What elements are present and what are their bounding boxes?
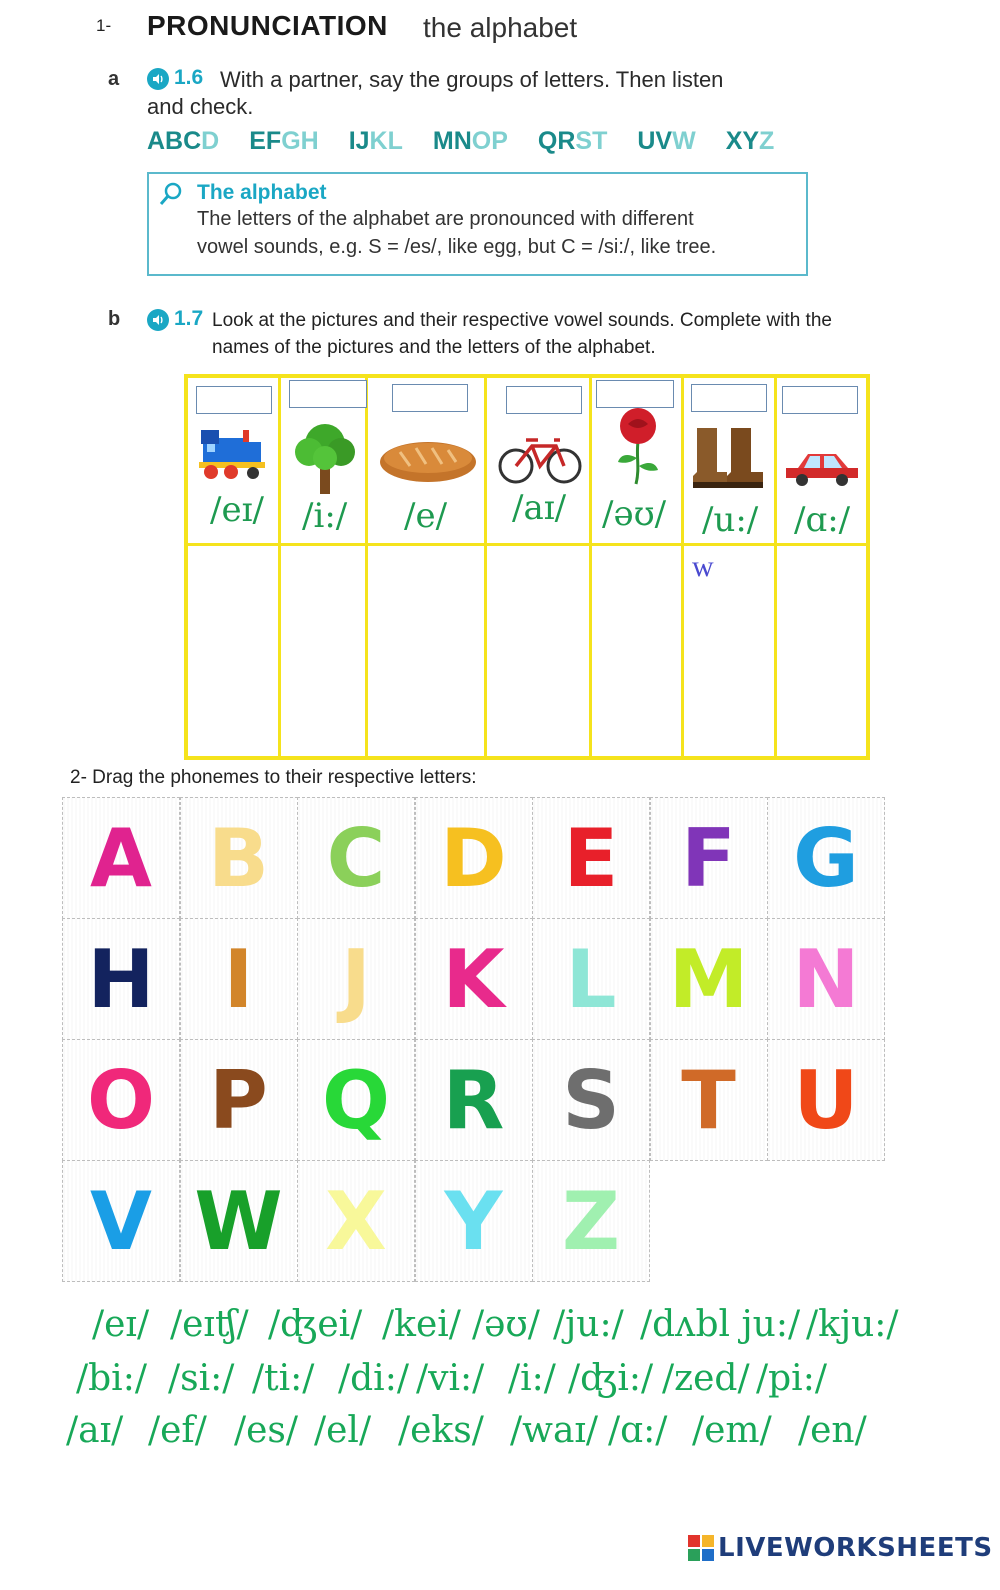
letter-group: QRST <box>537 127 608 155</box>
letter-tile-l[interactable] <box>532 918 650 1040</box>
letters-answer-cell[interactable] <box>289 550 360 750</box>
logo-mark-icon <box>688 1535 714 1561</box>
phoneme-bank <box>0 1300 1000 1460</box>
letter-glyph: T <box>681 1053 736 1147</box>
vowel-phoneme: /ɑ:/ <box>794 500 851 540</box>
letter-glyph: F <box>681 811 736 905</box>
draggable-phoneme[interactable]: /eɪʧ/ <box>170 1304 249 1345</box>
letter-tile-e[interactable] <box>532 797 650 919</box>
draggable-phoneme[interactable]: /dʌbl ju:/ <box>640 1304 801 1345</box>
draggable-phoneme[interactable]: /si:/ <box>168 1358 235 1399</box>
vowel-phoneme: /əʊ/ <box>602 494 667 534</box>
letter-glyph: A <box>90 811 152 905</box>
letter-glyph: B <box>208 811 269 905</box>
letter-tile-h[interactable] <box>62 918 180 1040</box>
letter-tile-c[interactable] <box>297 797 415 919</box>
letters-answer-cell[interactable] <box>495 550 584 750</box>
draggable-phoneme[interactable]: /ef/ <box>148 1410 207 1451</box>
draggable-phoneme[interactable]: /vi:/ <box>416 1358 485 1399</box>
letter-glyph: H <box>87 932 155 1026</box>
picture-name-input[interactable] <box>506 386 582 414</box>
draggable-phoneme[interactable]: /en/ <box>798 1410 867 1451</box>
letter-tile-f[interactable] <box>650 797 768 919</box>
vowel-phoneme: /eɪ/ <box>210 490 264 530</box>
vowel-phoneme: /u:/ <box>702 500 759 540</box>
picture-name-input[interactable] <box>196 386 272 414</box>
car-icon <box>777 442 866 486</box>
letter-glyph: S <box>562 1053 620 1147</box>
draggable-phoneme[interactable]: /i:/ <box>508 1358 556 1399</box>
letter-glyph: Y <box>444 1174 503 1268</box>
info-box-line1: The letters of the alphabet are pronounced with different <box>197 208 694 230</box>
letter-glyph: L <box>565 932 617 1026</box>
vowel-sound-table <box>184 374 870 760</box>
draggable-phoneme[interactable]: /ʤi:/ <box>568 1358 654 1399</box>
draggable-phoneme[interactable]: /ti:/ <box>252 1358 315 1399</box>
train-icon <box>188 420 281 484</box>
part-b-instruction-cont: names of the pictures and the letters of the alphabet. <box>212 337 656 358</box>
letter-glyph: Q <box>321 1053 390 1147</box>
letter-glyph: I <box>223 932 254 1026</box>
draggable-phoneme[interactable]: /es/ <box>234 1410 299 1451</box>
letter-glyph: W <box>194 1174 283 1268</box>
vowel-phoneme: /i:/ <box>302 496 348 536</box>
tree-icon <box>281 418 368 498</box>
letters-answer-cell[interactable] <box>376 550 479 750</box>
letter-tile-b[interactable] <box>180 797 298 919</box>
letter-group: ABCD <box>147 127 220 155</box>
draggable-phoneme[interactable]: /waɪ/ <box>510 1410 599 1451</box>
letter-glyph: U <box>793 1053 859 1147</box>
exercise2-instruction: 2- Drag the phonemes to their respective letters: <box>70 767 477 788</box>
letter-group: IJKL <box>348 127 403 155</box>
draggable-phoneme[interactable]: /em/ <box>692 1410 772 1451</box>
vowel-phoneme: /e/ <box>404 496 448 536</box>
letter-tile-q[interactable] <box>297 1039 415 1161</box>
letter-group: MNOP <box>432 127 508 155</box>
letter-glyph: R <box>442 1053 505 1147</box>
letters-answer-cell[interactable] <box>196 550 273 750</box>
letter-glyph: K <box>442 932 505 1026</box>
picture-name-input[interactable] <box>596 380 674 408</box>
draggable-phoneme[interactable]: /ju:/ <box>553 1304 624 1345</box>
logo-text: LIVEWORKSHEETS <box>718 1533 993 1563</box>
letter-group: UVW <box>637 127 696 155</box>
part-a-instruction-cont: and check. <box>147 94 254 119</box>
letter-glyph: G <box>793 811 859 905</box>
part-a-instruction: With a partner, say the groups of letters. Then listen <box>220 67 724 92</box>
audio-icon[interactable] <box>147 68 169 90</box>
draggable-phoneme[interactable]: /bi:/ <box>76 1358 147 1399</box>
table-row-divider <box>188 543 866 546</box>
letter-glyph: X <box>325 1174 387 1268</box>
letter-tile-v[interactable] <box>62 1160 180 1282</box>
letter-tile-m[interactable] <box>650 918 768 1040</box>
letter-glyph: D <box>440 811 507 905</box>
letter-tile-z[interactable] <box>532 1160 650 1282</box>
letter-tile-j[interactable] <box>297 918 415 1040</box>
draggable-phoneme[interactable]: /el/ <box>314 1410 372 1451</box>
letter-glyph: E <box>563 811 619 905</box>
draggable-phoneme[interactable]: /eɪ/ <box>92 1304 150 1345</box>
letters-answer-cell[interactable]: w <box>692 550 714 583</box>
draggable-phoneme[interactable]: /aɪ/ <box>66 1410 124 1451</box>
letter-tile-r[interactable] <box>415 1039 533 1161</box>
audio-icon[interactable] <box>147 309 169 331</box>
letter-tile-d[interactable] <box>415 797 533 919</box>
letter-tile-grid <box>62 797 888 1287</box>
part-a-letter: a <box>108 68 120 90</box>
draggable-phoneme[interactable]: /kju:/ <box>806 1304 899 1345</box>
draggable-phoneme[interactable]: /ʤei/ <box>268 1304 363 1345</box>
letter-groups <box>147 127 774 157</box>
picture-name-input[interactable] <box>691 384 767 412</box>
vowel-phoneme: /aɪ/ <box>512 488 567 528</box>
letter-tile-u[interactable] <box>767 1039 885 1161</box>
letter-tile-p[interactable] <box>180 1039 298 1161</box>
liveworksheets-logo <box>688 1530 993 1566</box>
letter-tile-w[interactable] <box>180 1160 298 1282</box>
letters-answer-cell[interactable] <box>600 550 676 750</box>
part-b-letter: b <box>108 308 121 330</box>
letters-answer-cell[interactable] <box>785 550 858 750</box>
boots-icon <box>684 424 777 492</box>
letter-tile-x[interactable] <box>297 1160 415 1282</box>
draggable-phoneme[interactable]: /əʊ/ <box>472 1304 540 1345</box>
letter-glyph: J <box>341 932 371 1026</box>
draggable-phoneme[interactable]: /di:/ <box>338 1358 409 1399</box>
letter-tile-s[interactable] <box>532 1039 650 1161</box>
rose-icon <box>592 406 684 486</box>
letter-glyph: P <box>209 1053 268 1147</box>
letter-glyph: Z <box>561 1174 620 1268</box>
track-number: 1.6 <box>174 66 204 89</box>
bread-icon <box>368 436 487 486</box>
info-box-line2: vowel sounds, e.g. S = /es/, like egg, but C = /si:/, like tree. <box>197 236 717 258</box>
info-box-title: The alphabet <box>197 181 327 204</box>
letter-tile-o[interactable] <box>62 1039 180 1161</box>
picture-name-input[interactable] <box>392 384 468 412</box>
draggable-phoneme[interactable]: /zed/ <box>662 1358 750 1399</box>
magnifier-icon <box>157 180 185 213</box>
letter-group: XYZ <box>725 127 775 155</box>
letter-tile-g[interactable] <box>767 797 885 919</box>
letter-glyph: V <box>90 1174 152 1268</box>
picture-name-input[interactable] <box>289 380 367 408</box>
section-number: 1- <box>96 16 112 35</box>
letter-tile-a[interactable] <box>62 797 180 919</box>
letter-glyph: N <box>792 932 860 1026</box>
letter-glyph: C <box>326 811 386 905</box>
draggable-phoneme[interactable]: /eks/ <box>398 1410 484 1451</box>
letter-tile-t[interactable] <box>650 1039 768 1161</box>
letter-tile-n[interactable] <box>767 918 885 1040</box>
picture-name-input[interactable] <box>782 386 858 414</box>
letter-tile-i[interactable] <box>180 918 298 1040</box>
part-b-instruction: Look at the pictures and their respective vowel sounds. Complete with the <box>212 310 832 331</box>
track-number: 1.7 <box>174 307 204 330</box>
draggable-phoneme[interactable]: /pi:/ <box>756 1358 827 1399</box>
draggable-phoneme[interactable]: /kei/ <box>382 1304 461 1345</box>
bicycle-icon <box>487 430 592 486</box>
letter-group: EFGH <box>249 127 319 155</box>
letter-tile-k[interactable] <box>415 918 533 1040</box>
letter-glyph: M <box>668 932 749 1026</box>
draggable-phoneme[interactable]: /ɑ:/ <box>608 1410 668 1451</box>
section-title: PRONUNCIATION <box>147 10 388 41</box>
letter-tile-y[interactable] <box>415 1160 533 1282</box>
section-subtitle: the alphabet <box>423 12 578 43</box>
letter-glyph: O <box>86 1053 155 1147</box>
